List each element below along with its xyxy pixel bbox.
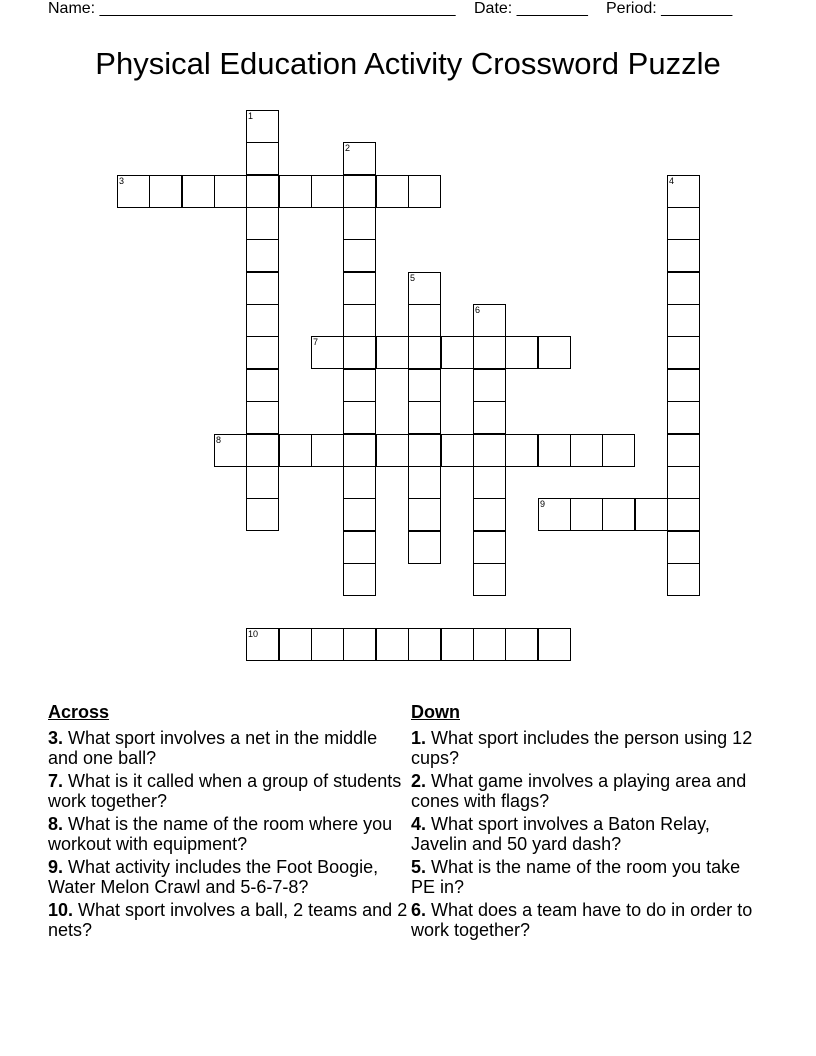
grid-cell[interactable] <box>408 175 441 208</box>
grid-cell[interactable] <box>538 498 571 531</box>
cell-number: 8 <box>216 435 222 445</box>
period-field[interactable]: Period: ________ <box>606 0 733 17</box>
down-clue <box>411 857 761 897</box>
clue-text: What sport involves a ball, 2 teams and 2 nets? <box>48 900 408 940</box>
grid-cell[interactable] <box>246 207 279 240</box>
grid-cell[interactable] <box>343 175 376 208</box>
grid-cell[interactable] <box>667 369 700 402</box>
grid-cell[interactable] <box>408 531 441 564</box>
grid-cell[interactable] <box>505 336 538 369</box>
grid-cell[interactable] <box>246 110 279 143</box>
clue-text: What does a team have to do in order to work together? <box>411 900 753 940</box>
grid-cell[interactable] <box>408 336 441 369</box>
grid-cell[interactable] <box>667 239 700 272</box>
grid-cell[interactable] <box>343 563 376 596</box>
grid-cell[interactable] <box>343 628 376 661</box>
grid-cell[interactable] <box>311 434 344 467</box>
grid-cell[interactable] <box>667 304 700 337</box>
grid-cell[interactable] <box>246 175 279 208</box>
cell-number: 7 <box>313 337 319 347</box>
clue-text: What sport involves a net in the middle and one ball? <box>48 728 378 768</box>
clue-text: What is it called when a group of students work together? <box>48 771 402 811</box>
cell-number: 3 <box>119 176 125 186</box>
page-title: Physical Education Activity Crossword Puzzle <box>95 46 721 81</box>
grid-cell[interactable] <box>279 434 312 467</box>
grid-cell[interactable] <box>376 175 409 208</box>
grid-cell[interactable] <box>667 563 700 596</box>
grid-cell[interactable] <box>408 304 441 337</box>
clue-text: What is the name of the room you take PE in? <box>411 857 741 897</box>
grid-cell[interactable] <box>667 401 700 434</box>
grid-cell[interactable] <box>246 142 279 175</box>
clue-number: 5. <box>411 857 427 877</box>
down-clue <box>411 814 761 854</box>
grid-cell[interactable] <box>602 498 635 531</box>
down-clue <box>411 900 761 940</box>
grid-cell[interactable] <box>246 498 279 531</box>
grid-cell[interactable] <box>602 434 635 467</box>
cell-number: 9 <box>540 499 546 509</box>
grid-cell[interactable] <box>117 175 150 208</box>
cell-number: 4 <box>669 176 675 186</box>
grid-cell[interactable] <box>311 336 344 369</box>
clue-text: What game involves a playing area and cones with flags? <box>411 771 747 811</box>
grid-cell[interactable] <box>570 498 603 531</box>
grid-cell[interactable] <box>635 498 668 531</box>
clue-number: 1. <box>411 728 427 748</box>
clue-number: 8. <box>48 814 64 834</box>
grid-cell[interactable] <box>343 336 376 369</box>
grid-cell[interactable] <box>343 434 376 467</box>
grid-cell[interactable] <box>343 466 376 499</box>
clue-number: 6. <box>411 900 427 920</box>
grid-cell[interactable] <box>246 369 279 402</box>
grid-cell[interactable] <box>343 369 376 402</box>
across-clue <box>48 900 408 940</box>
down-heading: Down <box>411 702 460 722</box>
clue-number: 4. <box>411 814 427 834</box>
grid-cell[interactable] <box>246 336 279 369</box>
grid-cell[interactable] <box>343 207 376 240</box>
grid-cell[interactable] <box>343 531 376 564</box>
across-heading: Across <box>48 702 110 722</box>
grid-cell[interactable] <box>343 142 376 175</box>
across-clue <box>48 728 408 768</box>
clue-number: 3. <box>48 728 64 748</box>
grid-cell[interactable] <box>408 628 441 661</box>
grid-cell[interactable] <box>376 434 409 467</box>
grid-cell[interactable] <box>667 207 700 240</box>
grid-cell[interactable] <box>538 628 571 661</box>
grid-cell[interactable] <box>473 466 506 499</box>
clue-number: 2. <box>411 771 427 791</box>
grid-cell[interactable] <box>182 175 215 208</box>
date-field[interactable]: Date: ________ <box>474 0 588 17</box>
cell-number: 2 <box>345 143 351 153</box>
grid-cell[interactable] <box>376 628 409 661</box>
cell-number: 6 <box>475 305 481 315</box>
grid-cell[interactable] <box>408 466 441 499</box>
grid-cell[interactable] <box>408 369 441 402</box>
grid-cell[interactable] <box>473 304 506 337</box>
grid-cell[interactable] <box>246 239 279 272</box>
grid-cell[interactable] <box>343 401 376 434</box>
clue-text: What sport includes the person using 12 cups? <box>411 728 753 768</box>
grid-cell[interactable] <box>311 175 344 208</box>
cell-number: 10 <box>248 629 259 639</box>
grid-cell[interactable] <box>667 175 700 208</box>
grid-cell[interactable] <box>343 239 376 272</box>
grid-cell[interactable] <box>667 466 700 499</box>
clue-number: 7. <box>48 771 64 791</box>
down-clue <box>411 771 761 811</box>
grid-cell[interactable] <box>473 498 506 531</box>
grid-cell[interactable] <box>473 401 506 434</box>
grid-cell[interactable] <box>505 434 538 467</box>
grid-cell[interactable] <box>246 466 279 499</box>
grid-cell[interactable] <box>667 531 700 564</box>
grid-cell[interactable] <box>473 369 506 402</box>
grid-cell[interactable] <box>246 434 279 467</box>
down-clue <box>411 728 761 768</box>
grid-cell[interactable] <box>441 628 474 661</box>
grid-cell[interactable] <box>667 336 700 369</box>
grid-cell[interactable] <box>343 304 376 337</box>
grid-cell[interactable] <box>473 563 506 596</box>
across-clues <box>48 702 408 943</box>
grid-cell[interactable] <box>149 175 182 208</box>
grid-cell[interactable] <box>246 401 279 434</box>
grid-cell[interactable] <box>408 498 441 531</box>
grid-cell[interactable] <box>473 336 506 369</box>
grid-cell[interactable] <box>214 175 247 208</box>
name-field[interactable]: Name: ________________________________________ <box>48 0 456 17</box>
grid-cell[interactable] <box>408 434 441 467</box>
grid-cell[interactable] <box>343 272 376 305</box>
grid-cell[interactable] <box>538 336 571 369</box>
grid-cell[interactable] <box>246 272 279 305</box>
grid-cell[interactable] <box>246 304 279 337</box>
grid-cell[interactable] <box>311 628 344 661</box>
across-clue <box>48 771 408 811</box>
grid-cell[interactable] <box>505 628 538 661</box>
grid-cell[interactable] <box>441 434 474 467</box>
grid-cell[interactable] <box>408 401 441 434</box>
grid-cell[interactable] <box>473 531 506 564</box>
down-clues <box>411 702 761 943</box>
across-clue <box>48 814 408 854</box>
grid-cell[interactable] <box>279 628 312 661</box>
grid-cell[interactable] <box>667 498 700 531</box>
clue-number: 9. <box>48 857 64 877</box>
clue-text: What sport involves a Baton Relay, Javelin and 50 yard dash? <box>411 814 710 854</box>
grid-cell[interactable] <box>246 628 279 661</box>
grid-cell[interactable] <box>667 434 700 467</box>
grid-cell[interactable] <box>214 434 247 467</box>
across-clue <box>48 857 408 897</box>
cell-number: 5 <box>410 273 416 283</box>
cell-number: 1 <box>248 111 254 121</box>
grid-cell[interactable] <box>473 628 506 661</box>
grid-cell[interactable] <box>538 434 571 467</box>
grid-cell[interactable] <box>441 336 474 369</box>
grid-cell[interactable] <box>408 272 441 305</box>
clue-text: What activity includes the Foot Boogie, Water Melon Crawl and 5-6-7-8? <box>48 857 379 897</box>
grid-cell[interactable] <box>473 434 506 467</box>
grid-cell[interactable] <box>343 498 376 531</box>
grid-cell[interactable] <box>376 336 409 369</box>
clue-text: What is the name of the room where you workout with equipment? <box>48 814 393 854</box>
clue-number: 10. <box>48 900 74 920</box>
grid-cell[interactable] <box>279 175 312 208</box>
grid-cell[interactable] <box>570 434 603 467</box>
grid-cell[interactable] <box>667 272 700 305</box>
